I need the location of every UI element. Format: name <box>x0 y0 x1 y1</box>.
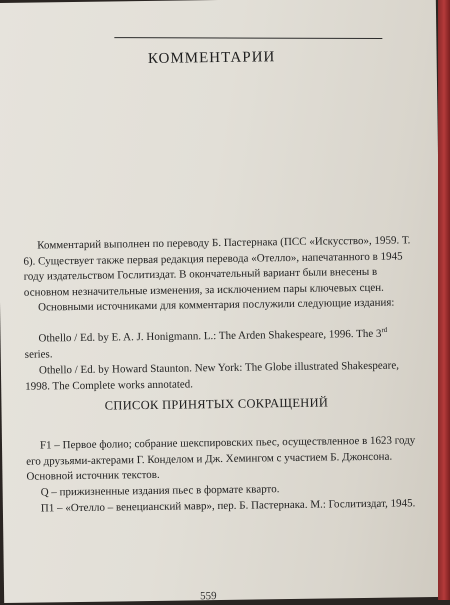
source-staunton: Othello / Ed. by Howard Staunton. New York: The Globe illustrated Shakespeare, 1998. The Complete works annotated. <box>25 359 400 393</box>
abbr-f1: F1 – Первое фолио; собрание шекспировских пьес, осуществленное в 1623 году его друзьями-актерами Г. Конделом и Дж. Хемингом с участием Б. Джонсона. Основной источник текстов. <box>26 434 416 483</box>
source-honigmann-end: series. <box>24 347 53 361</box>
source-honigmann-text: Othello / Ed. by E. A. J. Honigmann. L.: The Arden Shakespeare, 1996. The 3 <box>38 327 382 345</box>
book-edge <box>438 0 450 600</box>
abbr-p1: П1 – «Отелло – венецианский мавр», пер. Б. Пастернака. М.: Гослитиздат, 1945. <box>40 497 416 515</box>
page-number: 559 <box>200 590 217 603</box>
page-title: КОММЕНТАРИИ <box>147 49 276 67</box>
source-honigmann <box>24 326 414 362</box>
header-rule <box>114 37 382 39</box>
source-honigmann-sup: rd <box>381 326 388 335</box>
intro-paragraph: Комментарий выполнен по переводу Б. Пастернака (ПСС «Искусство», 1959. Т. 6). Существует также первая редакция перевода «Отелло», напечатанного в 1945 году издательством Гослитиздат. В окончательный вариант были внесены в основном незначительные изменения, за исключением пары ключевых сцен. <box>23 234 411 299</box>
sources-intro: Основными источниками для комментария послужили следующие издания: <box>38 296 395 314</box>
abbreviations-title: СПИСОК ПРИНЯТЫХ СОКРАЩЕНИЙ <box>104 395 329 413</box>
abbr-q: Q – прижизненные издания пьес в формате кварто. <box>40 483 280 499</box>
